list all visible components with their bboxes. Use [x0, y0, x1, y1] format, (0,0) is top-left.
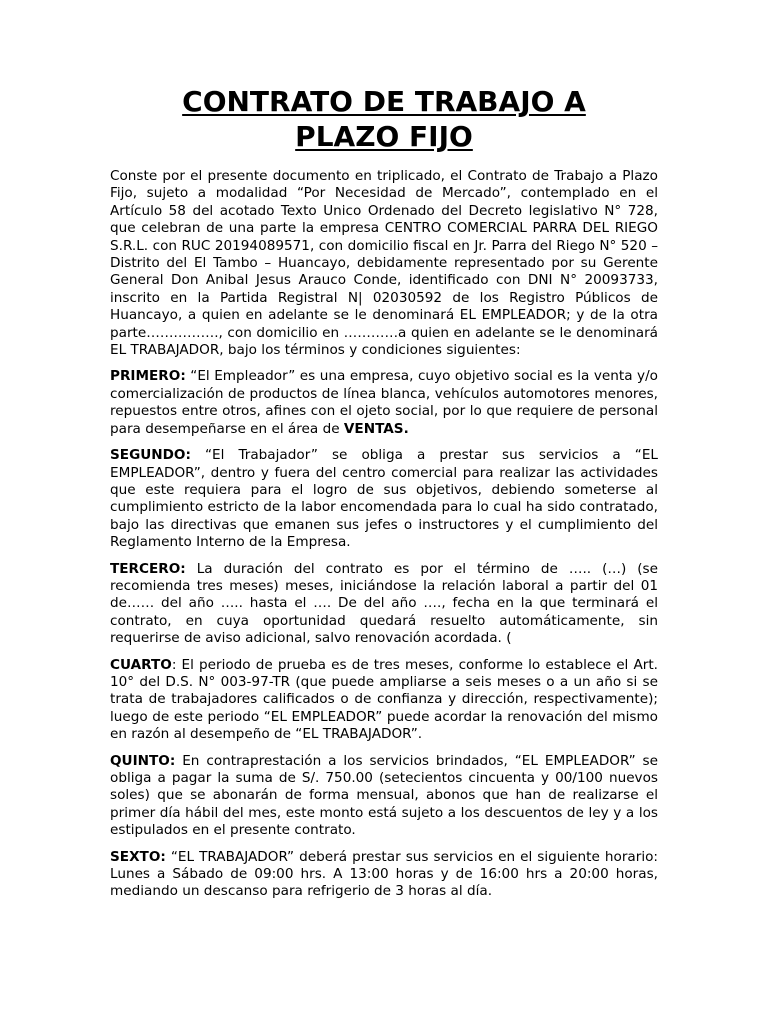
clause-heading: PRIMERO:: [110, 368, 186, 385]
clause-heading: CUARTO: [110, 656, 172, 673]
document-page: [110, 84, 658, 910]
clause-heading: TERCERO:: [110, 560, 186, 577]
clause-tercero: [110, 561, 658, 648]
title-line-2: PLAZO FIJO: [295, 120, 473, 153]
clause-segundo: [110, 447, 658, 551]
clause-text: : El periodo de prueba es de tres meses, conforme lo establece el Art. 10° del D.S. N° 003-97-TR (que puede ampliarse a seis meses o a un año si se trata de trabajadores calificados o de confianza y dirección, respectivamente); luego de este periodo “EL EMPLEADOR” puede acordar la renovación del mismo en razón al desempeño de “EL TRABAJADOR”.: [110, 656, 658, 743]
clause-primero: [110, 368, 658, 438]
clause-text: “EL TRABAJADOR” deberá prestar sus servicios en el siguiente horario: Lunes a Sábado de 09:00 hrs. A 13:00 horas y de 16:00 hrs a 20:00 horas, mediando un descanso para refrigerio de 3 horas al día.: [110, 848, 658, 900]
clause-quinto: [110, 753, 658, 840]
clause-emphasis: VENTAS.: [343, 420, 409, 437]
intro-paragraph: Conste por el presente documento en triplicado, el Contrato de Trabajo a Plazo Fijo, sujeto a modalidad “Por Necesidad de Mercado”, contemplado en el Artículo 58 del acotado Texto Unico Ordenado del Decreto legislativo N° 728, que celebran de una parte la empresa CENTRO COMERCIAL PARRA DEL RIEGO S.R.L. con RUC 20194089571, con domicilio fiscal en Jr. Parra del Riego N° 520 – Distrito del El Tambo – Huancayo, debidamente representado por su Gerente General Don Anibal Jesus Arauco Conde, identificado con DNI N° 20093733, inscrito en la Partida Registral N| 02030592 de los Registro Públicos de Huancayo, a quien en adelante se le denominará EL EMPLEADOR; y de la otra parte……………., con domicilio en …………a quien en adelante se le denominará EL TRABAJADOR, bajo los términos y condiciones siguientes:: [110, 168, 658, 359]
clause-cuarto: [110, 657, 658, 744]
clause-heading: SEGUNDO:: [110, 447, 191, 464]
clause-text: En contraprestación a los servicios brindados, “EL EMPLEADOR” se obliga a pagar la suma de S/. 750.00 (setecientos cincuenta y 00/100 nuevos soles) que se abonarán de forma mensual, abonos que han de realizarse el primer día hábil del mes, este monto está sujeto a los descuentos de ley y a los estipulados en el presente contrato.: [110, 752, 658, 839]
clause-text: “El Trabajador” se obliga a prestar sus servicios a “EL EMPLEADOR”, dentro y fuera del centro comercial para realizar las actividades que este requiera para el logro de sus objetivos, debiendo someterse al cumplimiento estricto de la labor encomendada para lo cual ha sido contratado, bajo las directivas que emanen sus jefes o instructores y el cumplimiento del Reglamento Interno de la Empresa.: [110, 447, 658, 551]
clause-text: La duración del contrato es por el término de ….. (…) (se recomienda tres meses) meses, iniciándose la relación laboral a partir del 01 de…… del año ….. hasta el …. De del año …., fecha en la que terminará el contrato, en cuya oportunidad quedará resuelto automáticamente, sin requerirse de aviso adicional, salvo renovación acordada. (: [110, 560, 658, 647]
clause-heading: QUINTO:: [110, 752, 176, 769]
title-line-1: CONTRATO DE TRABAJO A: [182, 85, 586, 118]
clause-sexto: [110, 849, 658, 901]
document-title: [110, 84, 658, 154]
clause-heading: SEXTO:: [110, 848, 166, 865]
clause-text: “El Empleador” es una empresa, cuyo objetivo social es la venta y/o comercialización de productos de línea blanca, vehículos automotores menores, repuestos entre otros, afines con el ojeto social, por lo que requiere de personal para desempeñarse en el área de: [110, 368, 658, 437]
